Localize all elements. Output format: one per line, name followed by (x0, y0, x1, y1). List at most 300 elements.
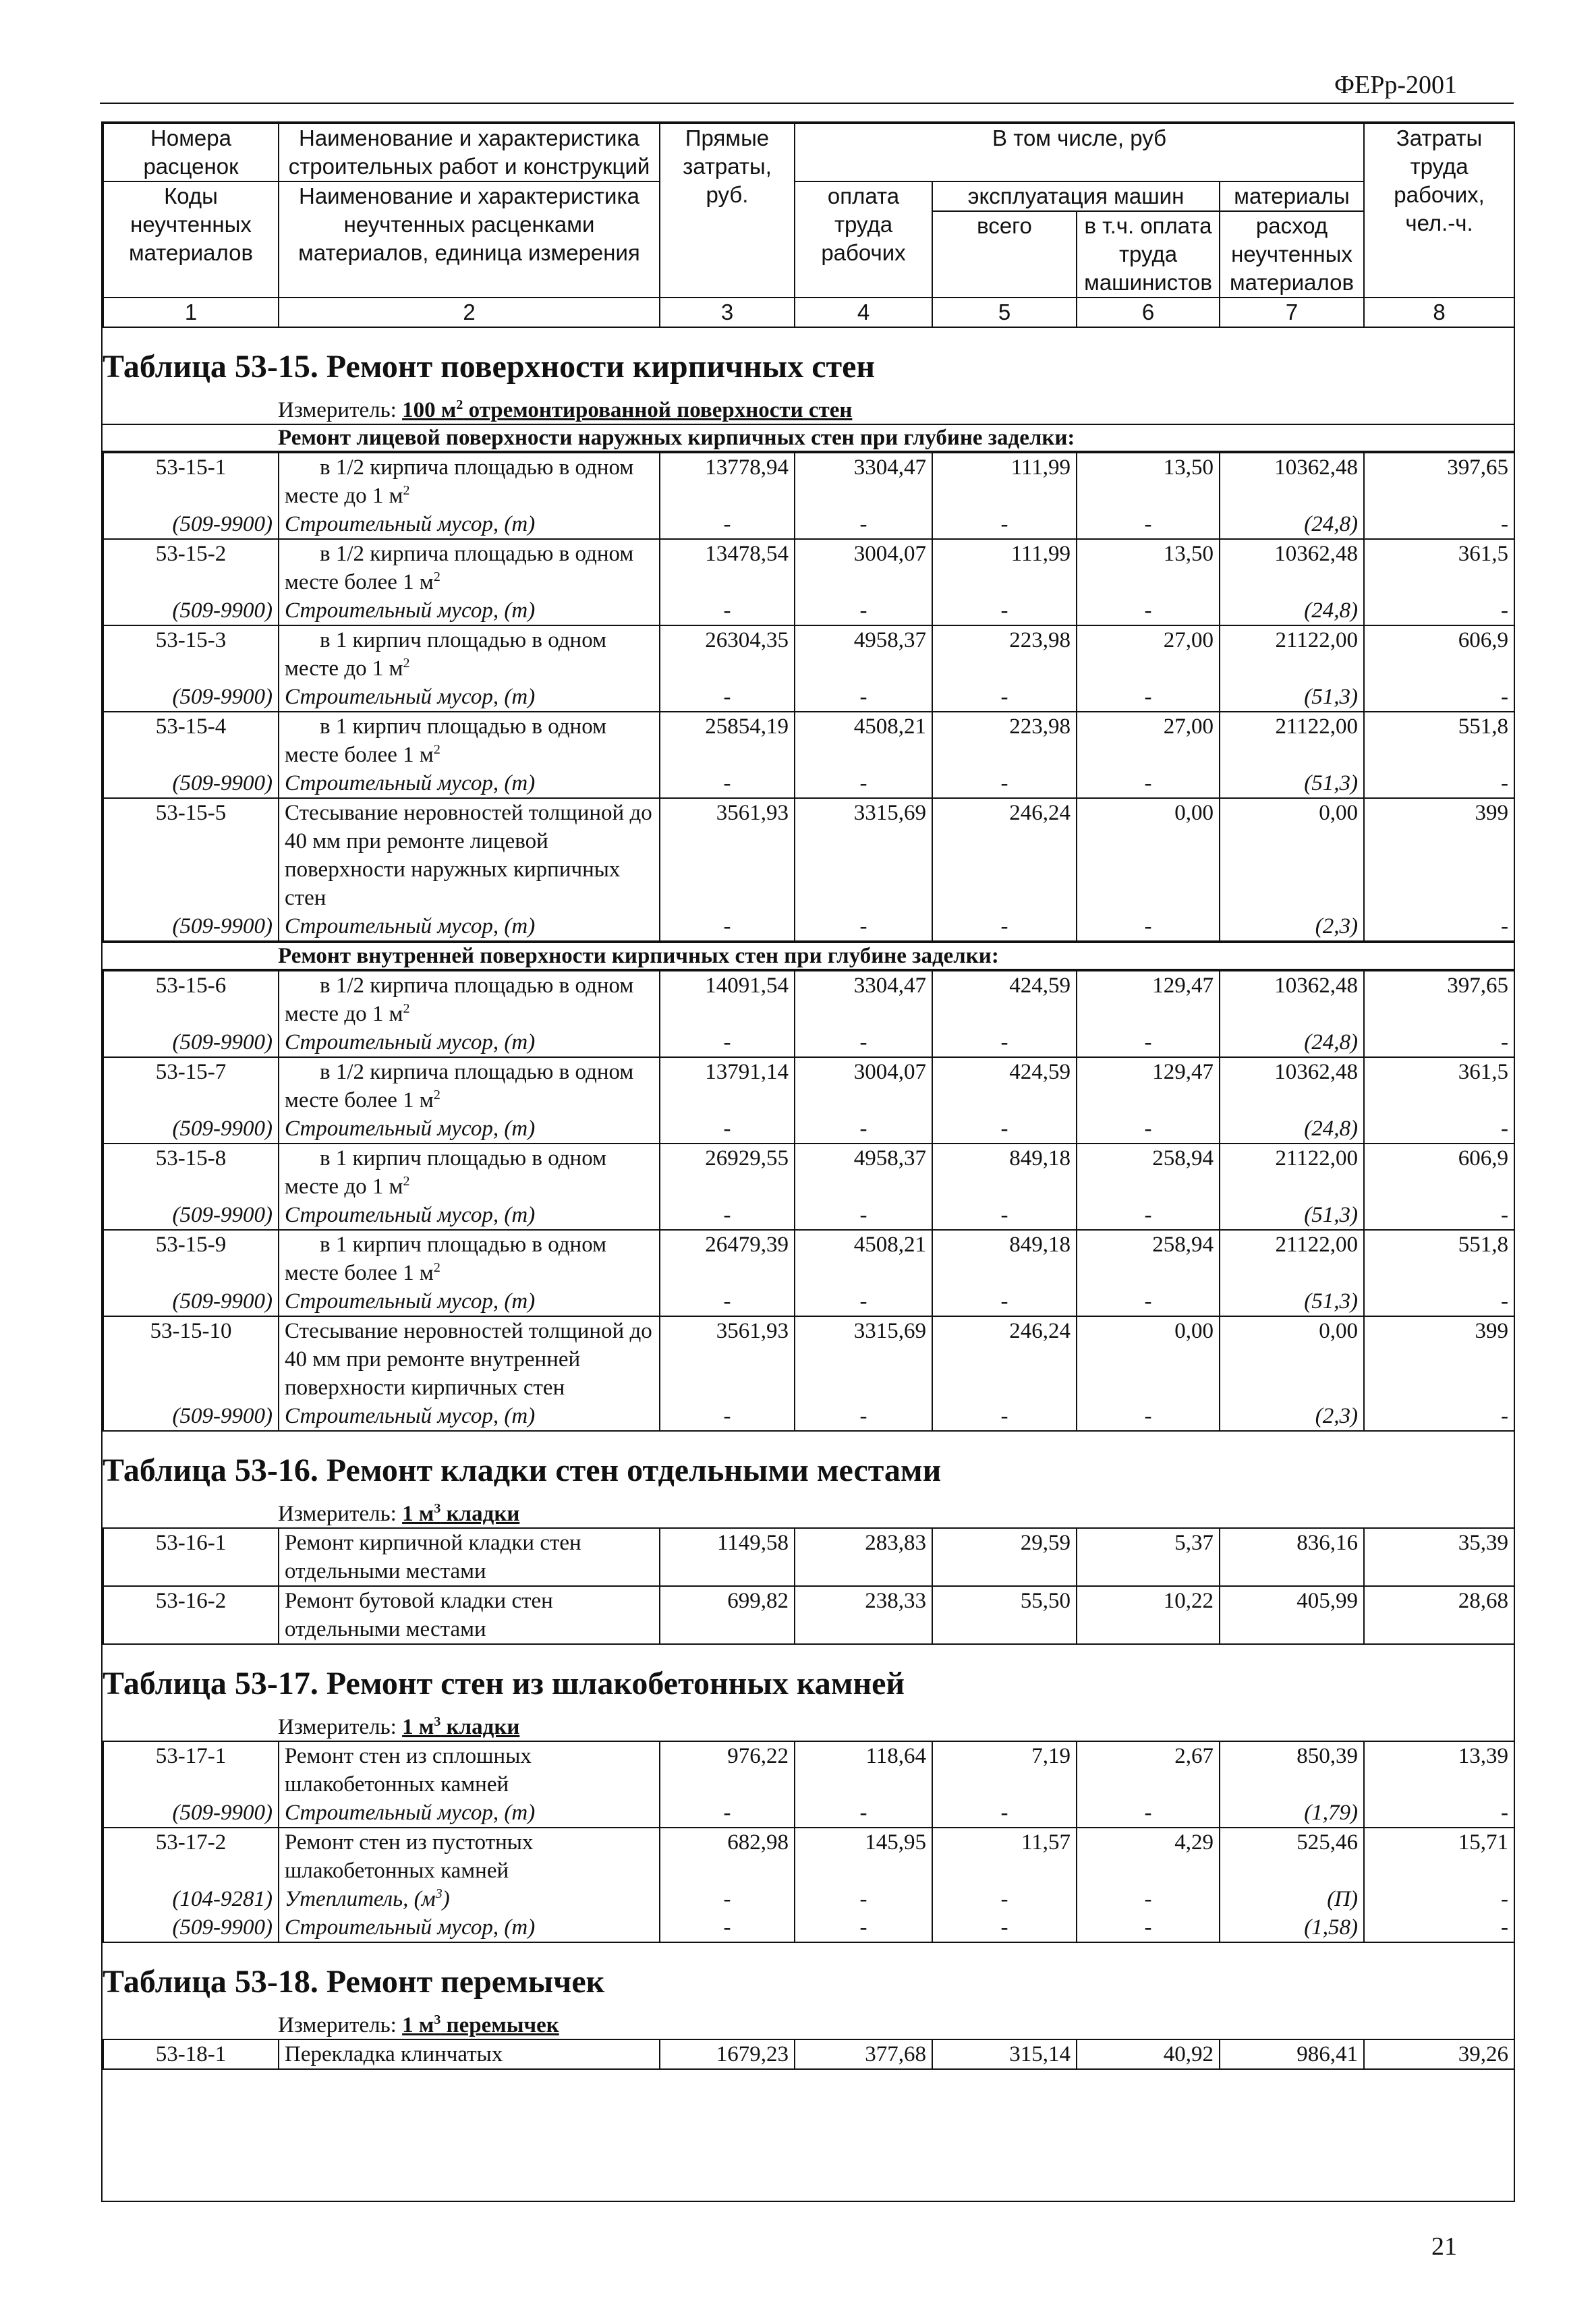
material-code: (509-9900) (103, 683, 279, 712)
material-value: - (932, 1402, 1077, 1431)
material-code: (509-9900) (103, 1201, 279, 1230)
value-cell: 39,26 (1364, 2039, 1514, 2069)
material-code: (509-9900) (103, 1402, 279, 1431)
table-title: Таблица 53-16. Ремонт кладки стен отдельными местами (103, 1453, 942, 1488)
material-value: - (932, 1913, 1077, 1942)
value-cell: 15,71 (1364, 1828, 1514, 1885)
material-row (103, 1799, 1514, 1828)
material-value: - (1364, 769, 1514, 798)
value-cell: 1149,58 (660, 1528, 795, 1586)
material-code: (509-9900) (103, 510, 279, 539)
value-cell: 0,00 (1077, 798, 1220, 912)
value-cell: 315,14 (932, 2039, 1077, 2069)
material-name: Строительный мусор, (т) (279, 1913, 660, 1942)
estimate-sheet (101, 121, 1515, 2202)
section-subheading: Ремонт лицевой поверхности наружных кирпичных стен при глубине заделки: (103, 424, 1514, 452)
value-cell: 405,99 (1220, 1586, 1364, 1644)
material-value: - (795, 1799, 932, 1828)
column-number-cell: 4 (795, 298, 932, 327)
material-value: - (795, 1201, 932, 1230)
value-cell: 1679,23 (660, 2039, 795, 2069)
measure-unit (103, 2012, 1514, 2039)
header-direct-costs: Прямые затраты, руб. (660, 123, 795, 298)
value-cell: 223,98 (932, 712, 1077, 769)
work-name: в 1/2 кирпича площадью в одном месте до 1 $м^2$ (279, 453, 660, 510)
value-cell: 361,5 (1364, 1057, 1514, 1115)
rate-code: 53-15-4 (103, 712, 279, 769)
measure-label: Измеритель: (278, 398, 397, 422)
value-cell: 525,46 (1220, 1828, 1364, 1885)
value-cell: 699,82 (660, 1586, 795, 1644)
value-cell: 13,39 (1364, 1741, 1514, 1799)
measure-unit (103, 1500, 1514, 1527)
material-code: (509-9900) (103, 1287, 279, 1316)
rates-table (103, 970, 1515, 1432)
material-row (103, 912, 1514, 941)
measure-label: Измеритель: (278, 2013, 397, 2037)
work-name: в 1/2 кирпича площадью в одном месте до 1 $м^2$ (279, 971, 660, 1028)
material-row (103, 510, 1514, 539)
work-name: в 1 кирпич площадью в одном месте до 1 $м^2$ (279, 625, 660, 683)
value-cell: 258,94 (1077, 1144, 1220, 1201)
value-cell: 40,92 (1077, 2039, 1220, 2069)
material-value: - (932, 596, 1077, 625)
material-value: - (1364, 1799, 1514, 1828)
value-cell: 850,39 (1220, 1741, 1364, 1799)
value-cell: 849,18 (932, 1230, 1077, 1287)
material-row (103, 1287, 1514, 1316)
material-value: - (660, 1287, 795, 1316)
material-value: - (795, 912, 932, 941)
rates-table (103, 1527, 1515, 1645)
table-row (103, 1144, 1514, 1201)
material-value: (51,3) (1220, 683, 1364, 712)
header-machines-total: всего (932, 211, 1077, 298)
material-name: Строительный мусор, (т) (279, 912, 660, 941)
work-name: в 1 кирпич площадью в одном месте до 1 $м^2$ (279, 1144, 660, 1201)
material-name: Строительный мусор, (т) (279, 1115, 660, 1144)
measure-value: 1 $м^3$ кладки (402, 1714, 520, 1739)
header-work-name: Наименование и характеристика строительных работ и конструкций (279, 123, 660, 181)
value-cell: 283,83 (795, 1528, 932, 1586)
material-value: - (1077, 1028, 1220, 1057)
value-cell: 397,65 (1364, 971, 1514, 1028)
rate-code: 53-15-7 (103, 1057, 279, 1115)
value-cell: 26929,55 (660, 1144, 795, 1201)
material-value: - (1077, 1402, 1220, 1431)
material-value: - (795, 683, 932, 712)
work-name: Ремонт кирпичной кладки стен отдельными местами (279, 1528, 660, 1586)
material-value: - (795, 769, 932, 798)
value-cell: 14091,54 (660, 971, 795, 1028)
value-cell: 606,9 (1364, 1144, 1514, 1201)
material-code: (509-9900) (103, 1913, 279, 1942)
document-code: ФЕРр-2001 (1334, 71, 1457, 99)
material-value: (51,3) (1220, 1287, 1364, 1316)
work-name: Стесывание неровностей толщиной до 40 мм при ремонте лицевой поверхности наружных кирпичных стен (279, 798, 660, 912)
column-number-cell: 2 (279, 298, 660, 327)
rates-table (103, 452, 1515, 942)
value-cell: 399 (1364, 798, 1514, 912)
column-number-cell: 6 (1077, 298, 1220, 327)
value-cell: 10362,48 (1220, 453, 1364, 510)
header-including-label: В том числе, руб (992, 125, 1166, 150)
value-cell: 13,50 (1077, 453, 1220, 510)
table-row (103, 1230, 1514, 1287)
material-value: - (932, 912, 1077, 941)
work-name: Стесывание неровностей толщиной до 40 мм при ремонте внутренней поверхности кирпичных стен (279, 1316, 660, 1402)
value-cell: 238,33 (795, 1586, 932, 1644)
material-value: - (660, 1799, 795, 1828)
value-cell: 3561,93 (660, 798, 795, 912)
value-cell: 246,24 (932, 1316, 1077, 1402)
value-cell: 3561,93 (660, 1316, 795, 1402)
material-row (103, 596, 1514, 625)
value-cell: 55,50 (932, 1586, 1077, 1644)
table-row (103, 798, 1514, 912)
value-cell: 2,67 (1077, 1741, 1220, 1799)
material-value: - (795, 1885, 932, 1913)
rates-table (103, 1741, 1515, 1943)
material-value: - (1077, 683, 1220, 712)
value-cell: 3304,47 (795, 971, 932, 1028)
value-cell: 976,22 (660, 1741, 795, 1799)
section-subheading: Ремонт внутренней поверхности кирпичных стен при глубине заделки: (103, 942, 1514, 970)
material-name: Строительный мусор, (т) (279, 1028, 660, 1057)
rate-code: 53-15-10 (103, 1316, 279, 1402)
material-code: (509-9900) (103, 912, 279, 941)
table-row (103, 1586, 1514, 1644)
value-cell: 3315,69 (795, 1316, 932, 1402)
header-material-codes: Коды неучтенных материалов (103, 181, 279, 298)
value-cell: 424,59 (932, 1057, 1077, 1115)
material-name: Строительный мусор, (т) (279, 1402, 660, 1431)
material-row (103, 1028, 1514, 1057)
material-value: - (1364, 510, 1514, 539)
material-code: (509-9900) (103, 1115, 279, 1144)
material-row (103, 683, 1514, 712)
value-cell: 377,68 (795, 2039, 932, 2069)
material-value: - (795, 1913, 932, 1942)
header-material-usage: расход неучтенных материалов (1220, 211, 1364, 298)
material-name: Строительный мусор, (т) (279, 596, 660, 625)
table-row (103, 2039, 1514, 2069)
material-value: - (932, 683, 1077, 712)
table-row (103, 712, 1514, 769)
value-cell: 13778,94 (660, 453, 795, 510)
material-value: - (1364, 1287, 1514, 1316)
material-value: - (1077, 1885, 1220, 1913)
value-cell: 21122,00 (1220, 712, 1364, 769)
value-cell: 4958,37 (795, 625, 932, 683)
material-name: Утеплитель, $(м^3)$ (279, 1885, 660, 1913)
rate-code: 53-15-8 (103, 1144, 279, 1201)
value-cell: 10362,48 (1220, 971, 1364, 1028)
header-worker-pay: оплата труда рабочих (795, 181, 932, 298)
measure-unit (103, 397, 1514, 424)
value-cell: 3004,07 (795, 539, 932, 596)
material-value: - (660, 510, 795, 539)
table-row (103, 1741, 1514, 1799)
material-value: - (1077, 1799, 1220, 1828)
header-machinist-pay: в т.ч. оплата труда машинистов (1077, 211, 1220, 298)
value-cell: 5,37 (1077, 1528, 1220, 1586)
value-cell: 10362,48 (1220, 1057, 1364, 1115)
material-value: - (1364, 1201, 1514, 1230)
material-value: - (1364, 1115, 1514, 1144)
work-name: в 1 кирпич площадью в одном месте более 1 $м^2$ (279, 712, 660, 769)
measure-value: 100 $м^2$ отремонтированной поверхности стен (402, 397, 853, 422)
table-row (103, 1528, 1514, 1586)
material-row (103, 1885, 1514, 1913)
value-cell: 246,24 (932, 798, 1077, 912)
material-value: - (1364, 1028, 1514, 1057)
material-value: (24,8) (1220, 1115, 1364, 1144)
material-value: (51,3) (1220, 1201, 1364, 1230)
value-cell: 4508,21 (795, 1230, 932, 1287)
value-cell: 3304,47 (795, 453, 932, 510)
value-cell: 424,59 (932, 971, 1077, 1028)
table-title: Таблица 53-18. Ремонт перемычек (103, 1964, 605, 2000)
rate-code: 53-17-2 (103, 1828, 279, 1885)
material-value: - (795, 1402, 932, 1431)
material-value: - (1077, 912, 1220, 941)
value-cell: 28,68 (1364, 1586, 1514, 1644)
value-cell: 361,5 (1364, 539, 1514, 596)
value-cell: 223,98 (932, 625, 1077, 683)
material-name: Строительный мусор, (т) (279, 1201, 660, 1230)
measure-value: 1 $м^3$ перемычек (402, 2012, 559, 2037)
material-value: (51,3) (1220, 769, 1364, 798)
material-value: - (1077, 596, 1220, 625)
material-value: (24,8) (1220, 510, 1364, 539)
value-cell: 4958,37 (795, 1144, 932, 1201)
rates-table (103, 2039, 1515, 2070)
material-value: - (660, 1028, 795, 1057)
material-value: - (660, 912, 795, 941)
material-value: (2,3) (1220, 1402, 1364, 1431)
material-value: - (795, 1028, 932, 1057)
header-rate-number: Номера расценок (103, 123, 279, 181)
measure-unit (103, 1714, 1514, 1741)
material-value: - (1364, 1885, 1514, 1913)
column-number-cell: 8 (1364, 298, 1514, 327)
material-value: - (1077, 1913, 1220, 1942)
table-row (103, 1828, 1514, 1885)
material-value: - (795, 596, 932, 625)
work-name: Перекладка клинчатых (279, 2039, 660, 2069)
value-cell: 258,94 (1077, 1230, 1220, 1287)
rate-code: 53-18-1 (103, 2039, 279, 2069)
material-value: - (660, 1201, 795, 1230)
value-cell: 118,64 (795, 1741, 932, 1799)
table-row (103, 1316, 1514, 1402)
value-cell: 35,39 (1364, 1528, 1514, 1586)
material-value: - (932, 1115, 1077, 1144)
value-cell: 26304,35 (660, 625, 795, 683)
material-row (103, 1115, 1514, 1144)
material-row (103, 769, 1514, 798)
material-value: - (932, 769, 1077, 798)
value-cell: 3315,69 (795, 798, 932, 912)
material-value: - (932, 510, 1077, 539)
value-cell: 10,22 (1077, 1586, 1220, 1644)
column-number-cell: 5 (932, 298, 1077, 327)
value-cell: 27,00 (1077, 625, 1220, 683)
column-number-cell: 7 (1220, 298, 1364, 327)
rate-code: 53-15-1 (103, 453, 279, 510)
value-cell: 397,65 (1364, 453, 1514, 510)
table-row (103, 1057, 1514, 1115)
value-cell: 849,18 (932, 1144, 1077, 1201)
material-value: (1,58) (1220, 1913, 1364, 1942)
material-name: Строительный мусор, (т) (279, 769, 660, 798)
material-value: - (1364, 596, 1514, 625)
rate-code: 53-15-5 (103, 798, 279, 912)
material-value: - (932, 1287, 1077, 1316)
value-cell: 3004,07 (795, 1057, 932, 1115)
material-value: (2,3) (1220, 912, 1364, 941)
value-cell: 986,41 (1220, 2039, 1364, 2069)
value-cell: 0,00 (1220, 798, 1364, 912)
header-rule (100, 103, 1514, 104)
value-cell: 21122,00 (1220, 1144, 1364, 1201)
material-row (103, 1913, 1514, 1942)
value-cell: 399 (1364, 1316, 1514, 1402)
material-row (103, 1402, 1514, 1431)
work-name: в 1/2 кирпича площадью в одном месте более 1 $м^2$ (279, 1057, 660, 1115)
rate-code: 53-17-1 (103, 1741, 279, 1799)
value-cell: 11,57 (932, 1828, 1077, 1885)
value-cell: 13478,54 (660, 539, 795, 596)
header-material-names: Наименование и характеристика неучтенных расценками материалов, единица измерения (279, 181, 660, 298)
value-cell: 111,99 (932, 539, 1077, 596)
material-value: - (795, 510, 932, 539)
value-cell: 4508,21 (795, 712, 932, 769)
material-code: (509-9900) (103, 769, 279, 798)
value-cell: 21122,00 (1220, 625, 1364, 683)
material-value: - (932, 1201, 1077, 1230)
rate-code: 53-16-2 (103, 1586, 279, 1644)
tables-body (103, 328, 1514, 2070)
material-name: Строительный мусор, (т) (279, 510, 660, 539)
material-value: - (795, 1115, 932, 1144)
material-value: (П) (1220, 1885, 1364, 1913)
material-value: - (1364, 683, 1514, 712)
material-value: - (1364, 912, 1514, 941)
work-name: Ремонт бутовой кладки стен отдельными местами (279, 1586, 660, 1644)
value-cell: 682,98 (660, 1828, 795, 1885)
measure-label: Измеритель: (278, 1715, 397, 1739)
header-machines: эксплуатация машин (932, 181, 1220, 211)
rate-code: 53-15-3 (103, 625, 279, 683)
material-value: - (660, 1885, 795, 1913)
value-cell: 4,29 (1077, 1828, 1220, 1885)
measure-value: 1 $м^3$ кладки (402, 1501, 520, 1526)
rate-code: 53-16-1 (103, 1528, 279, 1586)
work-name: в 1/2 кирпича площадью в одном месте более 1 $м^2$ (279, 539, 660, 596)
value-cell: 551,8 (1364, 712, 1514, 769)
value-cell: 25854,19 (660, 712, 795, 769)
material-code: (509-9900) (103, 1799, 279, 1828)
value-cell: 10362,48 (1220, 539, 1364, 596)
value-cell: 29,59 (932, 1528, 1077, 1586)
material-code: (104-9281) (103, 1885, 279, 1913)
table-row (103, 539, 1514, 596)
value-cell: 129,47 (1077, 1057, 1220, 1115)
material-value: - (660, 683, 795, 712)
rate-code: 53-15-2 (103, 539, 279, 596)
value-cell: 7,19 (932, 1741, 1077, 1799)
value-cell: 0,00 (1220, 1316, 1364, 1402)
material-value: - (1077, 1287, 1220, 1316)
material-value: - (660, 1115, 795, 1144)
header-including (795, 123, 1364, 181)
value-cell: 606,9 (1364, 625, 1514, 683)
material-value: - (1077, 1201, 1220, 1230)
material-code: (509-9900) (103, 1028, 279, 1057)
material-code: (509-9900) (103, 596, 279, 625)
value-cell: 26479,39 (660, 1230, 795, 1287)
rate-code: 53-15-9 (103, 1230, 279, 1287)
value-cell: 145,95 (795, 1828, 932, 1885)
value-cell: 551,8 (1364, 1230, 1514, 1287)
table-row (103, 453, 1514, 510)
column-number-cell: 1 (103, 298, 279, 327)
material-row (103, 1201, 1514, 1230)
value-cell: 21122,00 (1220, 1230, 1364, 1287)
value-cell: 0,00 (1077, 1316, 1220, 1402)
header-labor-hours: Затраты труда рабочих, чел.-ч. (1364, 123, 1514, 298)
material-name: Строительный мусор, (т) (279, 1287, 660, 1316)
value-cell: 129,47 (1077, 971, 1220, 1028)
value-cell: 111,99 (932, 453, 1077, 510)
work-name: Ремонт стен из сплошных шлакобетонных камней (279, 1741, 660, 1799)
work-name: в 1 кирпич площадью в одном месте более 1 $м^2$ (279, 1230, 660, 1287)
material-value: (24,8) (1220, 596, 1364, 625)
value-cell: 13791,14 (660, 1057, 795, 1115)
header-materials: материалы (1220, 181, 1364, 211)
material-value: - (932, 1885, 1077, 1913)
material-value: - (795, 1287, 932, 1316)
table-row (103, 625, 1514, 683)
header-table (103, 123, 1515, 328)
material-value: - (660, 1402, 795, 1431)
material-value: (24,8) (1220, 1028, 1364, 1057)
value-cell: 13,50 (1077, 539, 1220, 596)
material-value: - (660, 596, 795, 625)
material-name: Строительный мусор, (т) (279, 683, 660, 712)
material-value: - (660, 1913, 795, 1942)
material-value: - (660, 769, 795, 798)
material-value: - (1364, 1402, 1514, 1431)
table-title: Таблица 53-17. Ремонт стен из шлакобетонных камней (103, 1666, 905, 1701)
material-value: - (932, 1028, 1077, 1057)
value-cell: 836,16 (1220, 1528, 1364, 1586)
material-value: - (1077, 769, 1220, 798)
rate-code: 53-15-6 (103, 971, 279, 1028)
material-name: Строительный мусор, (т) (279, 1799, 660, 1828)
column-number-cell: 3 (660, 298, 795, 327)
value-cell: 27,00 (1077, 712, 1220, 769)
page-number: 21 (1431, 2232, 1457, 2261)
table-row (103, 971, 1514, 1028)
measure-label: Измеритель: (278, 1502, 397, 1526)
material-value: (1,79) (1220, 1799, 1364, 1828)
work-name: Ремонт стен из пустотных шлакобетонных камней (279, 1828, 660, 1885)
material-value: - (932, 1799, 1077, 1828)
material-value: - (1077, 510, 1220, 539)
